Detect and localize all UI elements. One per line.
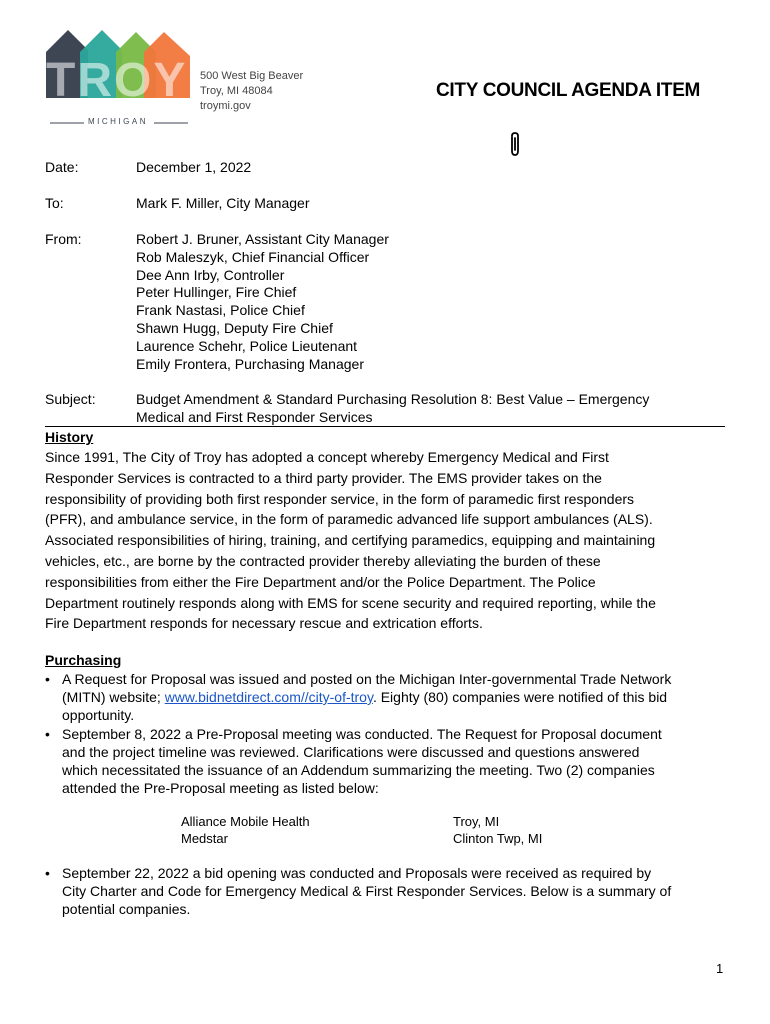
from-label: From: (45, 231, 82, 247)
bullet-text: attended the Pre-Proposal meeting as listed below: (62, 780, 379, 796)
from-entry: Dee Ann Irby, Controller (136, 266, 285, 283)
bullet-text: potential companies. (62, 901, 191, 917)
bullet-text: . Eighty (80) companies were notified of this bid (372, 689, 668, 705)
bullet-text: which necessitated the issuance of an Addendum summarizing the meeting. Two (2) companies (62, 762, 655, 778)
from-list (136, 231, 389, 373)
agenda-item-title: CITY COUNCIL AGENDA ITEM (436, 80, 701, 101)
address-line-2: Troy, MI 48084 (200, 85, 273, 97)
history-line: Department routinely responds along with EMS for scene security and required reporting, while the (45, 594, 656, 611)
bullet-text: September 8, 2022 a Pre-Proposal meeting was conducted. The Request for Proposal document (62, 726, 662, 742)
subject-line: Budget Amendment & Standard Purchasing Resolution 8: Best Value – Emergency (136, 391, 650, 407)
from-entry: Peter Hullinger, Fire Chief (136, 284, 297, 301)
bullet-text (62, 688, 730, 706)
logo-state-label: MICHIGAN (88, 117, 148, 126)
from-entry: Robert J. Bruner, Assistant City Manager (136, 231, 389, 247)
bullet-text: September 22, 2022 a bid opening was conducted and Proposals were received as required by (62, 865, 652, 881)
attendee-location: Troy, MI (453, 814, 500, 829)
to-label: To: (45, 195, 64, 211)
bullet-icon: • (45, 726, 50, 742)
attendee-company: Medstar (181, 831, 228, 846)
from-entry: Frank Nastasi, Police Chief (136, 302, 305, 319)
history-line: responsibility of providing both first responder service, in the form of paramedic first responders (45, 490, 635, 507)
bidnet-link[interactable]: www.bidnetdirect.com//city-of-troy (164, 689, 373, 705)
logo-wordmark: TROY (46, 54, 188, 107)
history-paragraph (45, 447, 730, 634)
purchasing-bullet-bid-opening (45, 864, 730, 920)
bullet-icon: • (45, 865, 50, 881)
subject-line: Medical and First Responder Services (136, 408, 373, 425)
bullet-icon: • (45, 671, 50, 687)
from-entry: Laurence Schehr, Police Lieutenant (136, 337, 358, 354)
history-line: vehicles, etc., are borne by the contracted provider thereby alleviating the burden of these (45, 552, 601, 569)
bullet-text: City Charter and Code for Emergency Medical & First Responder Services. Below is a summary of (62, 883, 672, 899)
bullet-text: (MITN) website; (62, 689, 165, 705)
history-line: responsibilities from either the Fire Department and/or the Police Department. The Police (45, 573, 596, 590)
bullet-text: opportunity. (62, 707, 135, 723)
paperclip-icon[interactable] (508, 131, 520, 157)
history-line: Responder Services is contracted to a third party provider. The EMS provider takes on the (45, 469, 602, 486)
subject-value (136, 391, 649, 427)
history-line: Since 1991, The City of Troy has adopted a concept whereby Emergency Medical and First (45, 449, 609, 465)
attendee-location: Clinton Twp, MI (453, 831, 543, 846)
from-entry: Emily Frontera, Purchasing Manager (136, 355, 364, 372)
purchasing-heading: Purchasing (45, 652, 122, 668)
bullet-text: and the project timeline was reviewed. Clarifications were discussed and questions answered (62, 744, 640, 760)
history-line: (PFR), and ambulance service, in the form of paramedic advanced life support ambulances (ALS). (45, 511, 653, 528)
purchasing-bullet-preproposal (45, 725, 730, 799)
address-line-1: 500 West Big Beaver (200, 70, 304, 82)
attendee-company: Alliance Mobile Health (181, 814, 310, 829)
from-entry: Rob Maleszyk, Chief Financial Officer (136, 248, 370, 265)
divider (45, 426, 725, 427)
date-label: Date: (45, 159, 79, 175)
address-website: troymi.gov (200, 100, 251, 112)
date-value: December 1, 2022 (136, 159, 252, 175)
history-heading: History (45, 429, 94, 445)
from-entry: Shawn Hugg, Deputy Fire Chief (136, 319, 333, 336)
purchasing-bullet-rfp (45, 670, 730, 726)
page-number: 1 (716, 961, 724, 976)
history-line: Associated responsibilities of hiring, training, and certifying paramedics, equipping and maintaining (45, 532, 656, 549)
bullet-text: A Request for Proposal was issued and posted on the Michigan Inter-governmental Trade Network (62, 671, 672, 687)
history-line: Fire Department responds for necessary rescue and extrication efforts. (45, 615, 483, 632)
subject-label: Subject: (45, 391, 96, 407)
to-value: Mark F. Miller, City Manager (136, 195, 310, 211)
